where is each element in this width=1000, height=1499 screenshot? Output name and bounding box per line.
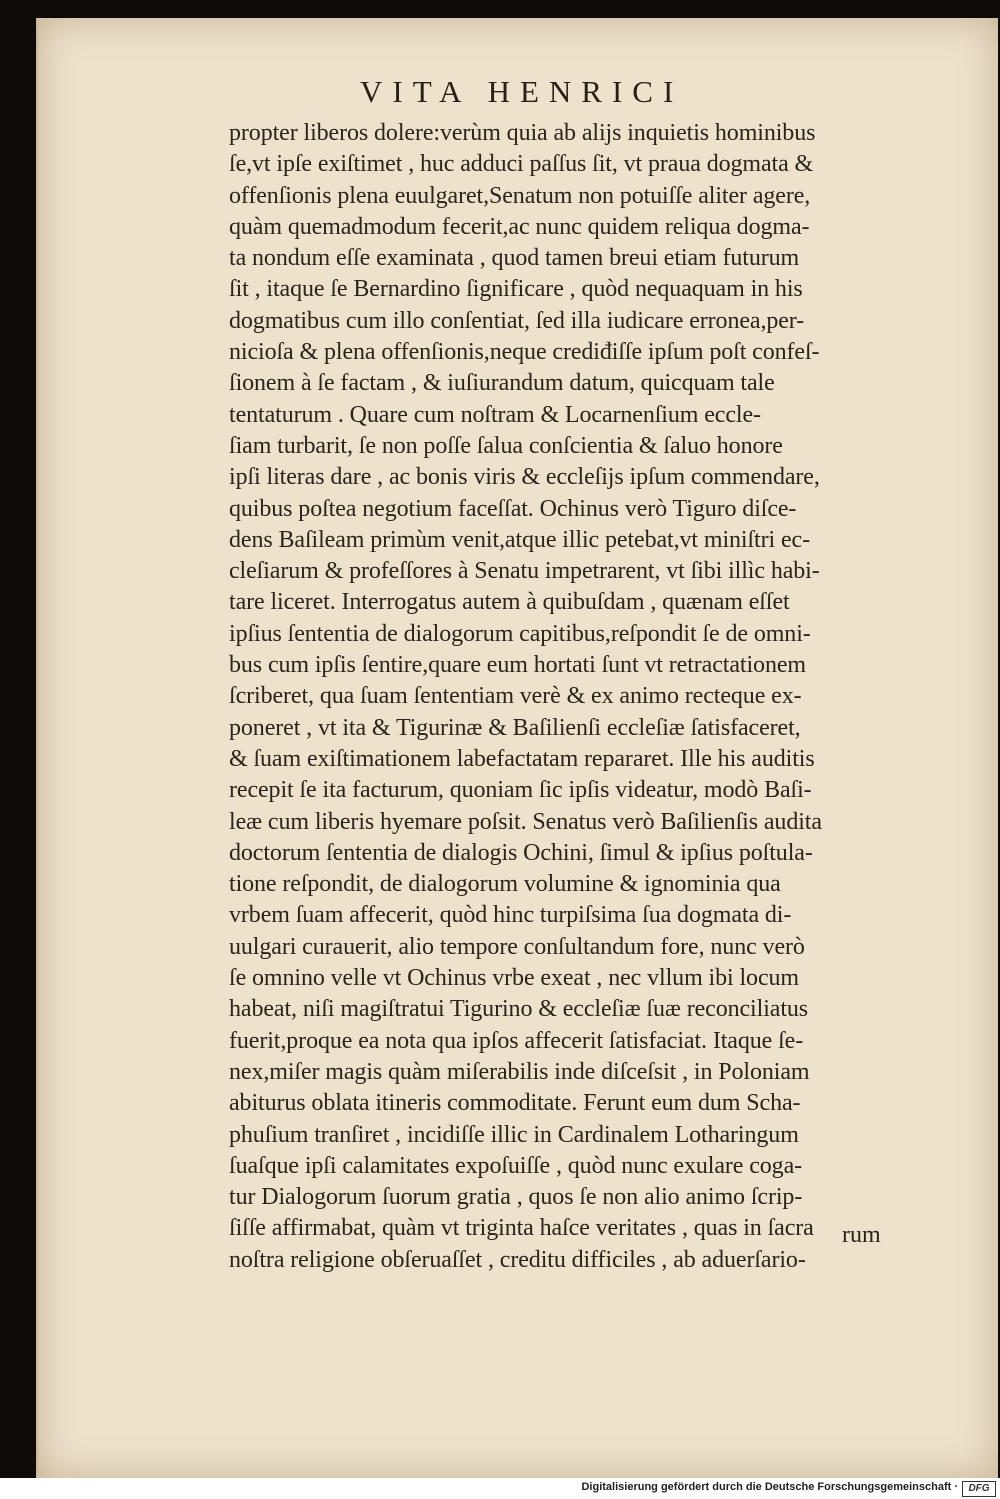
text-line: ta nondum eſſe examinata , quod tamen breui etiam futurum (229, 245, 800, 272)
text-line: ipſius ſententia de dialogorum capitibus,reſpondit ſe de omni- (229, 620, 811, 647)
text-line: nicioſa & plena offenſionis,neque crediđiſſe ipſum poſt confeſ- (229, 339, 820, 366)
text-line: leæ cum liberis hyemare poſsit. Senatus verò Baſilienſis audita (229, 808, 822, 835)
text-line: ipſi literas dare , ac bonis viris & eccleſijs ipſum commendare, (229, 464, 820, 491)
text-line: & ſuam exiſtimationem labefactatam repararet. Ille his auditis (229, 745, 815, 772)
text-line: tur Dialogorum ſuorum gratia , quos ſe non alio animo ſcrip- (229, 1184, 803, 1211)
text-line: quibus poſtea negotium faceſſat. Ochinus verò Tiguro diſce- (229, 495, 797, 522)
text-line: vrbem ſuam affecerit, quòd hinc turpiſsima ſua dogmata di- (229, 902, 792, 929)
funding-credit: Digitalisierung gefördert durch die Deutsche Forschungsgemeinschaft · (581, 1481, 958, 1493)
text-line: abiturus oblata itineris commoditate. Ferunt eum dum Scha- (229, 1090, 801, 1117)
text-line: ſionem à ſe factam , & iuſiurandum datum, quicquam tale (229, 370, 775, 397)
text-line: ſiſſe affirmabat, quàm vt triginta haſce veritates , quas in ſacra (229, 1215, 814, 1242)
text-line: tentaturum . Quare cum noſtram & Locarnenſium eccle- (229, 401, 761, 428)
digitization-footer (0, 1478, 1000, 1499)
text-line: bus cum ipſis ſentire,quare eum hortati ſunt vt retractationem (229, 652, 806, 679)
text-line: ſit , itaque ſe Bernardino ſignificare , quòd nequaquam in his (229, 276, 803, 303)
text-line: poneret , vt ita & Tigurinæ & Baſilienſi eccleſiæ ſatisfaceret, (229, 714, 801, 741)
text-line: ſcriberet, qua ſuam ſententiam verè & ex animo recteque ex- (229, 683, 802, 710)
text-line: phuſium tranſiret , incidiſſe illic in Cardinalem Lotharingum (229, 1121, 799, 1148)
body-text (229, 118, 929, 1276)
text-line: recepit ſe ita facturum, quoniam ſic ipſis videatur, modò Baſi- (229, 777, 812, 804)
text-line: tare liceret. Interrogatus autem à quibuſdam , quænam eſſet (229, 589, 790, 616)
text-line: ſuaſque ipſi calamitates expoſuiſſe , quòd nunc exulare coga- (229, 1152, 803, 1179)
text-line: offenſionis plena euulgaret,Senatum non potuiſſe aliter agere, (229, 182, 811, 209)
text-line: tione reſpondit, de dialogorum volumine & ignominia qua (229, 871, 781, 898)
text-line: habeat, niſi magiſtratui Tigurino & eccleſiæ ſuæ reconciliatus (229, 996, 809, 1023)
text-line: ſe omnino velle vt Ochinus vrbe exeat , nec vllum ibi locum (229, 965, 799, 992)
text-line: doctorum ſententia de dialogis Ochini, ſimul & ipſius poſtula- (229, 839, 813, 866)
text-line: nex,miſer magis quàm miſerabilis inde diſceſsit , in Poloniam (229, 1058, 810, 1085)
text-line: propter liberos dolere:verùm quia ab alijs inquietis hominibus (229, 120, 816, 146)
text-line: dogmatibus cum illo conſentiat, ſed illa iudicare erronea,per- (229, 307, 805, 334)
text-line: uulgari curauerit, alio tempore conſultandum fore, nunc verò (229, 933, 805, 960)
text-line: ſiam turbarit, ſe non poſſe ſalua conſcientia & ſaluo honore (229, 432, 783, 459)
text-line: cleſiarum & profeſſores à Senatu impetrarent, vt ſibi illìc habi- (229, 558, 820, 585)
text-line: dens Baſileam primùm venit,atque illic petebat,vt miniſtri ec- (229, 526, 810, 553)
dfg-logo: DFG (962, 1481, 996, 1497)
text-line: quàm quemadmodum fecerit,ac nunc quidem reliqua dogma- (229, 213, 810, 240)
running-head: VITA HENRICI (360, 74, 684, 109)
text-line: noſtra religione obſeruaſſet , creditu difficiles , ab aduerſario- (229, 1246, 806, 1273)
text-line: fuerit,proque ea nota qua ipſos affecerit ſatisfaciat. Itaque ſe- (229, 1027, 804, 1054)
catchword: rum (842, 1222, 881, 1248)
text-line: ſe,vt ipſe exiſtimet , huc adduci paſſus ſit, vt praua dogmata & (229, 151, 814, 178)
